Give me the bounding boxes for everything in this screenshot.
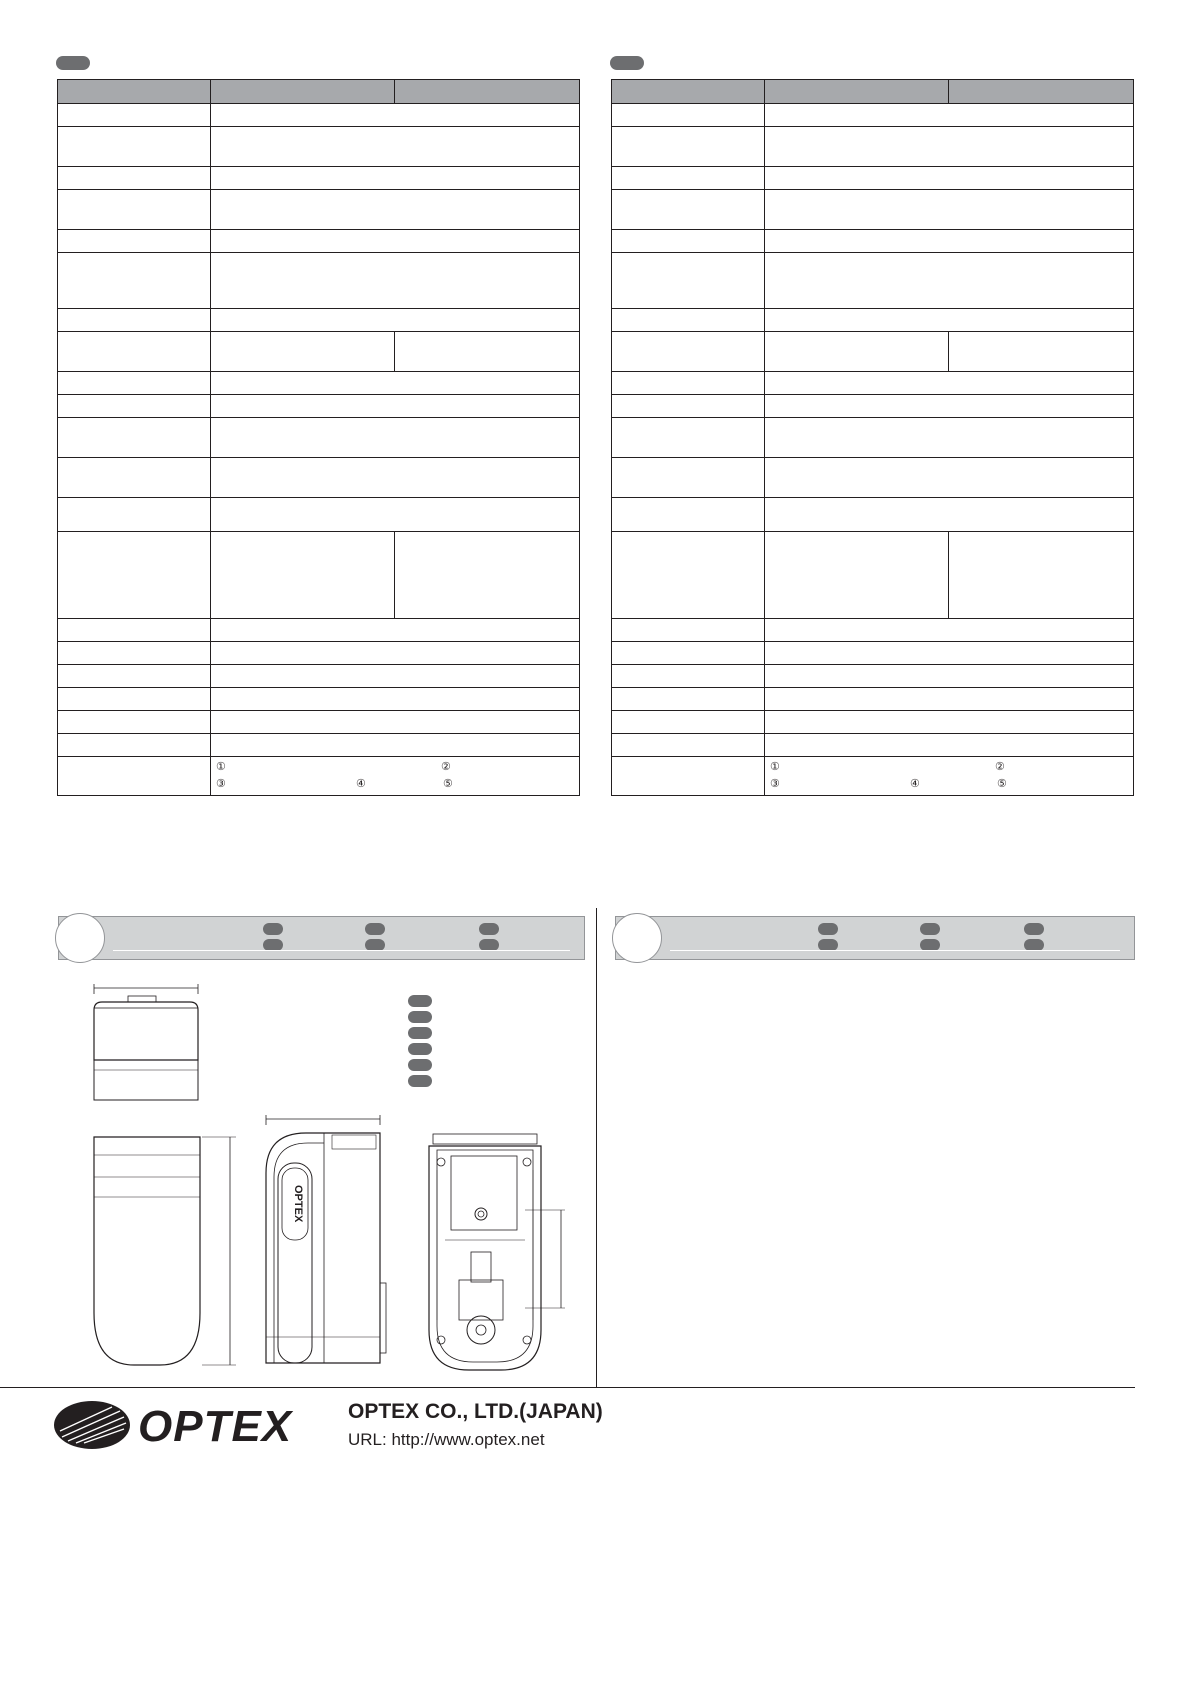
- table-row: [58, 532, 580, 619]
- table-row: [612, 711, 1134, 734]
- language-pill-left: [56, 56, 90, 70]
- table-row: [612, 253, 1134, 309]
- table-row: [612, 619, 1134, 642]
- table-row: [58, 734, 580, 757]
- table-row: [58, 332, 580, 372]
- section-number-circle: [612, 913, 662, 963]
- table-row: [58, 127, 580, 167]
- table-row: [612, 190, 1134, 230]
- table-row: [58, 253, 580, 309]
- table-row: [612, 458, 1134, 498]
- table-row: [58, 309, 580, 332]
- table-row: [58, 230, 580, 253]
- side-logo-mark: OPTEX: [292, 1185, 304, 1223]
- table-row: [612, 104, 1134, 127]
- table-row: [612, 498, 1134, 532]
- note-3: ③: [770, 778, 780, 790]
- label-pill: [1024, 923, 1044, 935]
- label-pill: [479, 923, 499, 935]
- table-row: [58, 395, 580, 418]
- table-row: [612, 395, 1134, 418]
- legend-pill: [408, 1075, 432, 1087]
- back-view-drawing: [425, 1130, 575, 1378]
- table-row: [612, 309, 1134, 332]
- table-row: [58, 104, 580, 127]
- table-row: [612, 230, 1134, 253]
- note-1: ①: [770, 761, 780, 773]
- table-row: [612, 332, 1134, 372]
- spec-table-left: [57, 79, 580, 796]
- spec-table-right: [611, 79, 1134, 796]
- note-4: ④: [356, 778, 366, 790]
- legend-pill: [408, 1059, 432, 1071]
- band-underline: [113, 950, 570, 951]
- table-row: [58, 711, 580, 734]
- table-row-notes: [612, 757, 1134, 796]
- note-2: ②: [441, 761, 451, 773]
- top-view-drawing: [88, 980, 208, 1120]
- table-row: [58, 418, 580, 458]
- table-row: [612, 167, 1134, 190]
- logo-text: OPTEX: [138, 1402, 293, 1451]
- company-name: OPTEX CO., LTD.(JAPAN): [348, 1400, 603, 1423]
- table-row: [612, 734, 1134, 757]
- legend-pill: [408, 1027, 432, 1039]
- side-view-drawing: [262, 1113, 402, 1373]
- label-pill: [818, 923, 838, 935]
- note-2: ②: [995, 761, 1005, 773]
- section-band-left: [58, 916, 585, 960]
- label-pill: [365, 923, 385, 935]
- front-view-drawing: [90, 1133, 240, 1373]
- note-5: ⑤: [997, 778, 1007, 790]
- table-row: [58, 167, 580, 190]
- label-pill: [263, 923, 283, 935]
- legend-pill: [408, 1043, 432, 1055]
- footer-divider: [0, 1387, 1135, 1388]
- section-number-circle: [55, 913, 105, 963]
- legend-pill: [408, 995, 432, 1007]
- note-1: ①: [216, 761, 226, 773]
- company-url: URL: http://www.optex.net: [348, 1430, 545, 1449]
- legend-pill: [408, 1011, 432, 1023]
- optex-logo: [54, 1397, 316, 1453]
- note-5: ⑤: [443, 778, 453, 790]
- table-row: [58, 642, 580, 665]
- table-row: [612, 688, 1134, 711]
- table-row: [612, 642, 1134, 665]
- table-row: [58, 372, 580, 395]
- table-row-notes: [58, 757, 580, 796]
- section-band-right: [615, 916, 1135, 960]
- table-row: [58, 458, 580, 498]
- table-row: [612, 127, 1134, 167]
- table-row: [58, 688, 580, 711]
- table-row: [612, 532, 1134, 619]
- table-header: [58, 80, 580, 104]
- table-row: [612, 418, 1134, 458]
- note-4: ④: [910, 778, 920, 790]
- table-row: [58, 619, 580, 642]
- band-underline: [670, 950, 1120, 951]
- table-row: [612, 372, 1134, 395]
- label-pill: [920, 923, 940, 935]
- table-row: [58, 190, 580, 230]
- table-row: [612, 665, 1134, 688]
- language-pill-right: [610, 56, 644, 70]
- table-row: [58, 498, 580, 532]
- note-3: ③: [216, 778, 226, 790]
- table-header: [612, 80, 1134, 104]
- table-row: [58, 665, 580, 688]
- vertical-divider: [596, 908, 597, 1388]
